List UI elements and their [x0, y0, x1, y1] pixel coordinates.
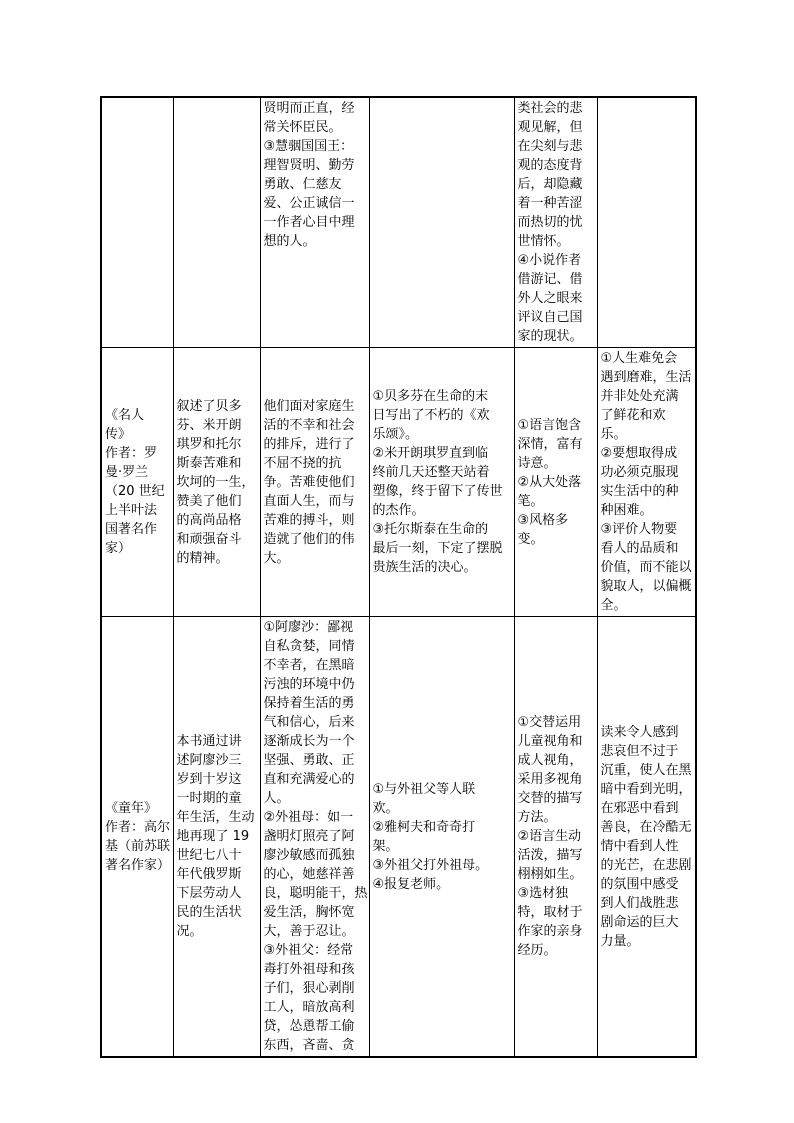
cell-text-line: 栩栩如生。 [517, 867, 583, 882]
cell-text-line: ②要想取得成 [600, 446, 678, 461]
cell-text-line: 到人们战胜悲 [600, 895, 679, 911]
cell-text-line: 笔。 [517, 493, 544, 509]
cell-text-line: 的高尚品格 [176, 512, 242, 528]
cell-text-line: 欢。 [372, 800, 399, 816]
cell-text-line: 大。 [263, 550, 290, 566]
cell-text-line: （20 世纪 [105, 484, 165, 499]
cell-text-line: 坎坷的一生， [176, 474, 255, 490]
work-title-cell [101, 97, 173, 348]
cell-text-line: 作家的亲身 [517, 924, 583, 939]
cell-text-line: 不幸者，在黑暗 [263, 658, 355, 673]
cell-text-line: 一时期的童 [176, 791, 242, 806]
cell-text-line: 年代俄罗斯 [176, 867, 242, 882]
cell-text-line: 污浊的环境中仍 [263, 677, 355, 692]
cell-text-line: 乐。 [600, 427, 627, 442]
cell-text-line: ①贝多芬在生命的末 [372, 389, 489, 404]
cell-text-line: ②外祖母：如一 [263, 810, 354, 825]
cell-text-line: 的精神。 [176, 550, 229, 566]
cell-text-line: 变。 [517, 531, 544, 547]
cell-text-line: 赞美了他们 [176, 493, 242, 509]
cell-text-line: 大，善于忍让。 [263, 924, 355, 939]
cell-text-line: 岁到十岁这 [176, 772, 242, 787]
cell-text-line: 保持着生活的勇 [263, 696, 355, 711]
cell-text-line: 的光芒，在悲剧 [600, 857, 692, 873]
cell-text-line: 良，聪明能干，热 [263, 886, 368, 901]
cell-text-line: 盏明灯照亮了阿 [263, 829, 355, 844]
cell-text-line: 世纪七八十 [176, 848, 242, 863]
cell-text-line: 国著名作 [105, 522, 158, 537]
cell-text-line: 特，取材于 [517, 905, 583, 920]
insights-cell [597, 617, 696, 1058]
cell-text-line: 观见解，但 [517, 120, 583, 135]
cell-text-line: 述阿廖沙三 [176, 753, 242, 768]
cell-text-line: 采用多视角 [517, 772, 583, 787]
plot-events-cell [369, 617, 514, 1058]
cell-text-line: 的心，她慈祥善 [263, 867, 355, 882]
artistic-features-cell [514, 617, 597, 1058]
cell-text-line: 爱生活，胸怀宽 [263, 905, 355, 920]
work-title-cell [101, 348, 173, 617]
cell-text-line: 种困难。 [600, 503, 653, 518]
cell-text-line: 人。 [263, 791, 290, 806]
cell-text-line: 看人的品质和 [600, 541, 679, 556]
cell-text-line: ③评价人物要 [600, 522, 678, 537]
cell-text-line: 暗中看到光明， [600, 781, 692, 797]
cell-text-line: 在邪恶中看到 [600, 800, 679, 816]
cell-text-line: 评议自己国 [517, 310, 583, 325]
cell-text-line: 最后一刻，下定了摆脱 [372, 541, 503, 556]
cell-text-line: 诗意。 [517, 455, 557, 471]
cell-text-line: 的氛围中感受 [600, 876, 679, 892]
cell-text-line: 况。 [176, 924, 203, 939]
plot-events-cell [369, 97, 514, 348]
cell-text-line: 坚强、勇敢、正 [263, 753, 355, 768]
cell-text-line: ②语言生动 [517, 829, 582, 844]
cell-text-line: 沉重，使人在黑 [600, 762, 692, 778]
cell-text-line: 作者：罗 [105, 446, 158, 461]
cell-text-line: 功必须克服现 [600, 465, 679, 480]
cell-text-line: ③选材独 [517, 886, 569, 901]
content-summary-cell [173, 617, 260, 1058]
cell-text-line: 芬、米开朗 [176, 417, 242, 433]
cell-text-line: 琪罗和托尔 [176, 436, 242, 452]
cell-text-line: 造就了他们的伟 [263, 531, 355, 547]
cell-text-line: 貌取人，以偏概 [600, 579, 692, 594]
characters-cell [260, 617, 369, 1058]
cell-text-line: 直面人生，而与 [263, 493, 355, 509]
cell-text-line: 日写出了不朽的《欢 [372, 408, 490, 423]
cell-text-line: 架。 [372, 838, 399, 854]
table-row-famous-lives [101, 348, 696, 617]
cell-text-line: 上半叶法 [105, 503, 158, 518]
literature-table [100, 96, 697, 1058]
cell-text-line: 家） [105, 541, 132, 556]
cell-text-line: 了鲜花和欢 [600, 408, 666, 423]
work-title-cell [101, 617, 173, 1058]
cell-text-line: 力量。 [600, 933, 640, 949]
cell-text-line: 叙述了贝多 [176, 398, 242, 414]
cell-text-line: 外人之眼来 [517, 291, 583, 306]
cell-text-line: ④小说作者 [517, 253, 582, 268]
cell-text-line: 贷，怂恿帮工偷 [263, 1019, 355, 1034]
cell-text-line: 贤明而正直，经 [263, 101, 355, 116]
cell-text-line: 不屈不挠的抗 [263, 455, 342, 471]
cell-text-line: 和顽强奋斗 [176, 531, 242, 547]
table-row-continuation [101, 97, 696, 348]
cell-text-line: 气和信心，后来 [263, 715, 355, 730]
cell-text-line: 本书通过讲 [176, 734, 242, 749]
content-summary-cell [173, 97, 260, 348]
cell-text-line: 斯泰苦难和 [176, 455, 242, 471]
cell-text-line: 类社会的悲 [517, 101, 583, 116]
cell-text-line: 传》 [105, 427, 132, 442]
cell-text-line: 一作者心目中理 [263, 215, 355, 230]
cell-text-line: 争。苦难使他们 [263, 474, 355, 490]
cell-text-line: 世情怀。 [517, 234, 570, 249]
plot-events-cell [369, 348, 514, 617]
cell-text-line: 而热切的忧 [517, 215, 583, 230]
cell-text-line: 剧命运的巨大 [600, 914, 679, 930]
cell-text-line: 着一种苦涩 [517, 196, 583, 211]
cell-text-line: 遇到磨难，生活 [600, 370, 692, 385]
cell-text-line: 自私贪婪，同情 [263, 639, 355, 654]
cell-text-line: 乐颂》。 [372, 427, 419, 442]
cell-text-line: 东西，吝啬、贪 [263, 1038, 355, 1053]
cell-text-line: 曼·罗兰 [105, 465, 149, 480]
cell-text-line: 子们，狠心剥削 [263, 981, 355, 996]
cell-text-line: 观的态度背 [517, 158, 583, 173]
cell-text-line: 《童年》 [105, 800, 158, 816]
cell-text-line: 活泼，描写 [517, 848, 583, 863]
cell-text-line: 并非处处充满 [600, 389, 679, 404]
cell-text-line: ①人生难免会 [600, 351, 678, 366]
cell-text-line: 经历。 [517, 943, 557, 958]
cell-text-line: ③风格多 [517, 512, 569, 528]
cell-text-line: ③外祖父：经常 [263, 943, 354, 958]
cell-text-line: 基（前苏联 [105, 838, 171, 854]
cell-text-line: 廖沙敏感而孤独 [263, 848, 355, 863]
cell-text-line: 的排斥，进行了 [263, 436, 355, 452]
cell-text-line: 工人，暗放高利 [263, 1000, 355, 1015]
cell-text-line: 想的人。 [263, 234, 316, 249]
cell-text-line: 苦难的搏斗，则 [263, 512, 355, 528]
cell-text-line: 交替的描写 [517, 791, 583, 806]
cell-text-line: ④报复老师。 [372, 876, 450, 892]
cell-text-line: 年生活，生动 [176, 810, 255, 825]
cell-text-line: ②从大处落 [517, 474, 582, 490]
cell-text-line: 勇敢、仁慈友 [263, 177, 342, 192]
cell-text-line: ③托尔斯泰在生命的 [372, 522, 489, 537]
cell-text-line: 价值，而不能以 [600, 560, 692, 575]
cell-text-line: 贵族生活的决心。 [372, 560, 477, 575]
cell-text-line: 民的生活状 [176, 905, 242, 920]
cell-text-line: ①与外祖父等人联 [372, 781, 476, 797]
cell-text-line: 成人视角， [517, 753, 583, 768]
cell-text-line: 塑像，终于留下了传世 [372, 484, 503, 499]
characters-cell [260, 348, 369, 617]
cell-text-line: 家的现状。 [517, 329, 583, 344]
cell-text-line: 借游记、借 [517, 272, 583, 287]
cell-text-line: 的杰作。 [372, 503, 425, 518]
artistic-features-cell [514, 348, 597, 617]
cell-text-line: 善良，在冷酷无 [600, 819, 692, 835]
cell-text-line: 深情，富有 [517, 436, 583, 452]
cell-text-line: 后，却隐藏 [517, 177, 583, 192]
cell-text-line: ③外祖父打外祖母。 [372, 857, 489, 873]
cell-text-line: 悲哀但不过于 [600, 743, 679, 759]
cell-text-line: 理智贤明、勤劳 [263, 158, 355, 173]
insights-cell [597, 348, 696, 617]
cell-text-line: ②雅柯夫和奇奇打 [372, 819, 476, 835]
cell-text-line: 逐渐成长为一个 [263, 734, 355, 749]
cell-text-line: 情中看到人性 [600, 838, 679, 854]
cell-text-line: 终前几天还整天站着 [372, 465, 490, 480]
cell-text-line: 《名人 [105, 408, 145, 423]
cell-text-line: 毒打外祖母和孩 [263, 962, 355, 977]
cell-text-line: 儿童视角和 [517, 734, 583, 749]
cell-text-line: ①阿廖沙：鄙视 [263, 620, 354, 635]
cell-text-line: 常关怀臣民。 [263, 120, 342, 135]
content-summary-cell [173, 348, 260, 617]
insights-cell [597, 97, 696, 348]
cell-text-line: 全。 [600, 598, 627, 613]
cell-text-line: 爱、公正诚信一 [263, 196, 355, 211]
table-row-childhood [101, 617, 696, 1058]
cell-text-line: 地再现了 19 [176, 829, 250, 844]
cell-text-line: 活的不幸和社会 [263, 417, 355, 433]
cell-text-line: 在尖刻与悲 [517, 139, 583, 154]
cell-text-line: 著名作家） [105, 857, 171, 873]
cell-text-line: 直和充满爱心的 [263, 772, 355, 787]
cell-text-line: ①交替运用 [517, 715, 582, 730]
cell-text-line: ③慧骃国国王： [263, 139, 354, 154]
cell-text-line: 作者：高尔 [105, 819, 171, 835]
cell-text-line: 下层劳动人 [176, 886, 242, 901]
characters-cell [260, 97, 369, 348]
cell-text-line: 读来令人感到 [600, 724, 679, 740]
artistic-features-cell [514, 97, 597, 348]
cell-text-line: 他们面对家庭生 [263, 398, 355, 414]
cell-text-line: 实生活中的种 [600, 484, 679, 499]
cell-text-line: ①语言饱含 [517, 417, 582, 433]
cell-text-line: 方法。 [517, 810, 557, 825]
cell-text-line: ②米开朗琪罗直到临 [372, 446, 489, 461]
